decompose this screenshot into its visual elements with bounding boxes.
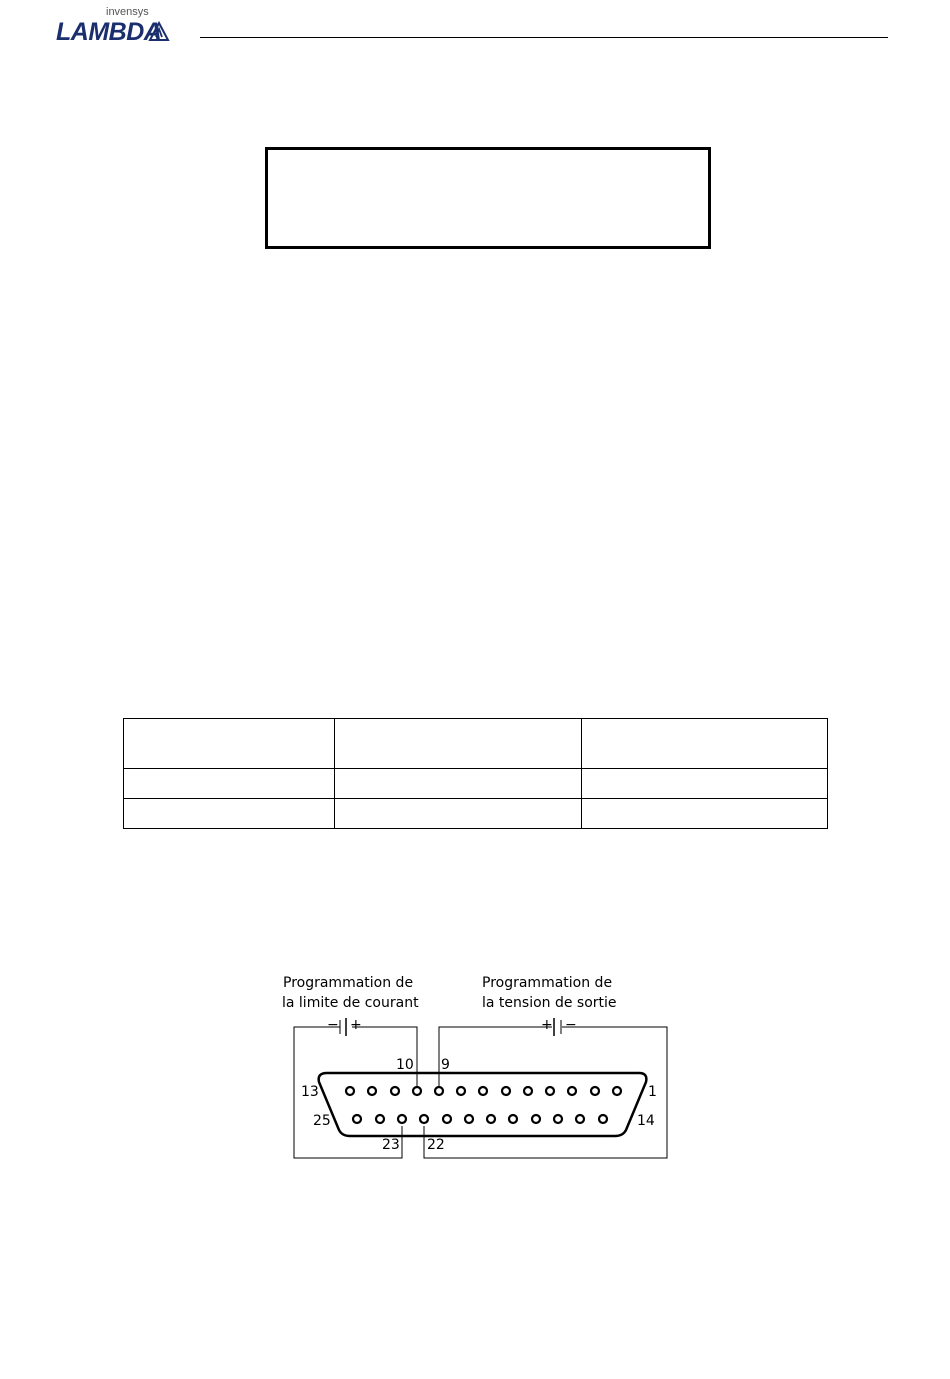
table-row [124, 769, 828, 799]
pin [346, 1087, 354, 1095]
table-row [124, 799, 828, 829]
table-cell [582, 769, 828, 799]
label-voltage-line2: la tension de sortie [482, 995, 617, 1011]
sign-minus-left: − [327, 1017, 339, 1033]
pin [502, 1087, 510, 1095]
pin-label-25: 25 [313, 1113, 331, 1129]
pin [613, 1087, 621, 1095]
pin [554, 1115, 562, 1123]
pin-label-1: 1 [648, 1084, 657, 1100]
pin [368, 1087, 376, 1095]
pin [532, 1115, 540, 1123]
logo-brand-name: LAMBDA [56, 18, 162, 46]
pin [599, 1115, 607, 1123]
pin-22 [420, 1115, 428, 1123]
pin-label-14: 14 [637, 1113, 655, 1129]
logo-parent-brand: invensys [106, 6, 149, 18]
pin-label-13: 13 [301, 1084, 319, 1100]
pin [443, 1115, 451, 1123]
pin [376, 1115, 384, 1123]
pin-23 [398, 1115, 406, 1123]
pin [546, 1087, 554, 1095]
pin-label-22: 22 [427, 1137, 445, 1153]
table-cell [124, 719, 335, 769]
pin-label-9: 9 [441, 1057, 450, 1073]
table-cell [124, 769, 335, 799]
sign-plus-left: + [350, 1017, 362, 1033]
table-cell [582, 719, 828, 769]
table-cell [335, 769, 582, 799]
sign-plus-right: + [541, 1017, 553, 1033]
pin [591, 1087, 599, 1095]
table-cell [335, 719, 582, 769]
pin [465, 1115, 473, 1123]
pin [568, 1087, 576, 1095]
label-voltage-line1: Programmation de [482, 975, 613, 991]
label-current-line1: Programmation de [283, 975, 414, 991]
empty-table [123, 718, 828, 829]
pin [487, 1115, 495, 1123]
pin [457, 1087, 465, 1095]
table-cell [124, 799, 335, 829]
blank-framed-box [265, 147, 711, 249]
pin [524, 1087, 532, 1095]
pin-10 [413, 1087, 421, 1095]
sign-minus-right: − [565, 1017, 577, 1033]
top-pin-row [346, 1087, 621, 1095]
pin [391, 1087, 399, 1095]
pin-9 [435, 1087, 443, 1095]
label-current-line2: la limite de courant [282, 995, 419, 1011]
pin [576, 1115, 584, 1123]
table-cell [582, 799, 828, 829]
bottom-pin-row [353, 1115, 607, 1123]
header-divider [200, 37, 888, 38]
pin [353, 1115, 361, 1123]
table-header-row [124, 719, 828, 769]
table-cell [335, 799, 582, 829]
pin-label-10: 10 [396, 1057, 414, 1073]
company-logo [56, 6, 176, 46]
pin [509, 1115, 517, 1123]
pin [479, 1087, 487, 1095]
lambda-logo-icon [148, 20, 170, 42]
pin-label-23: 23 [382, 1137, 400, 1153]
db25-connector-diagram [270, 966, 680, 1171]
connector-shell [319, 1073, 647, 1136]
